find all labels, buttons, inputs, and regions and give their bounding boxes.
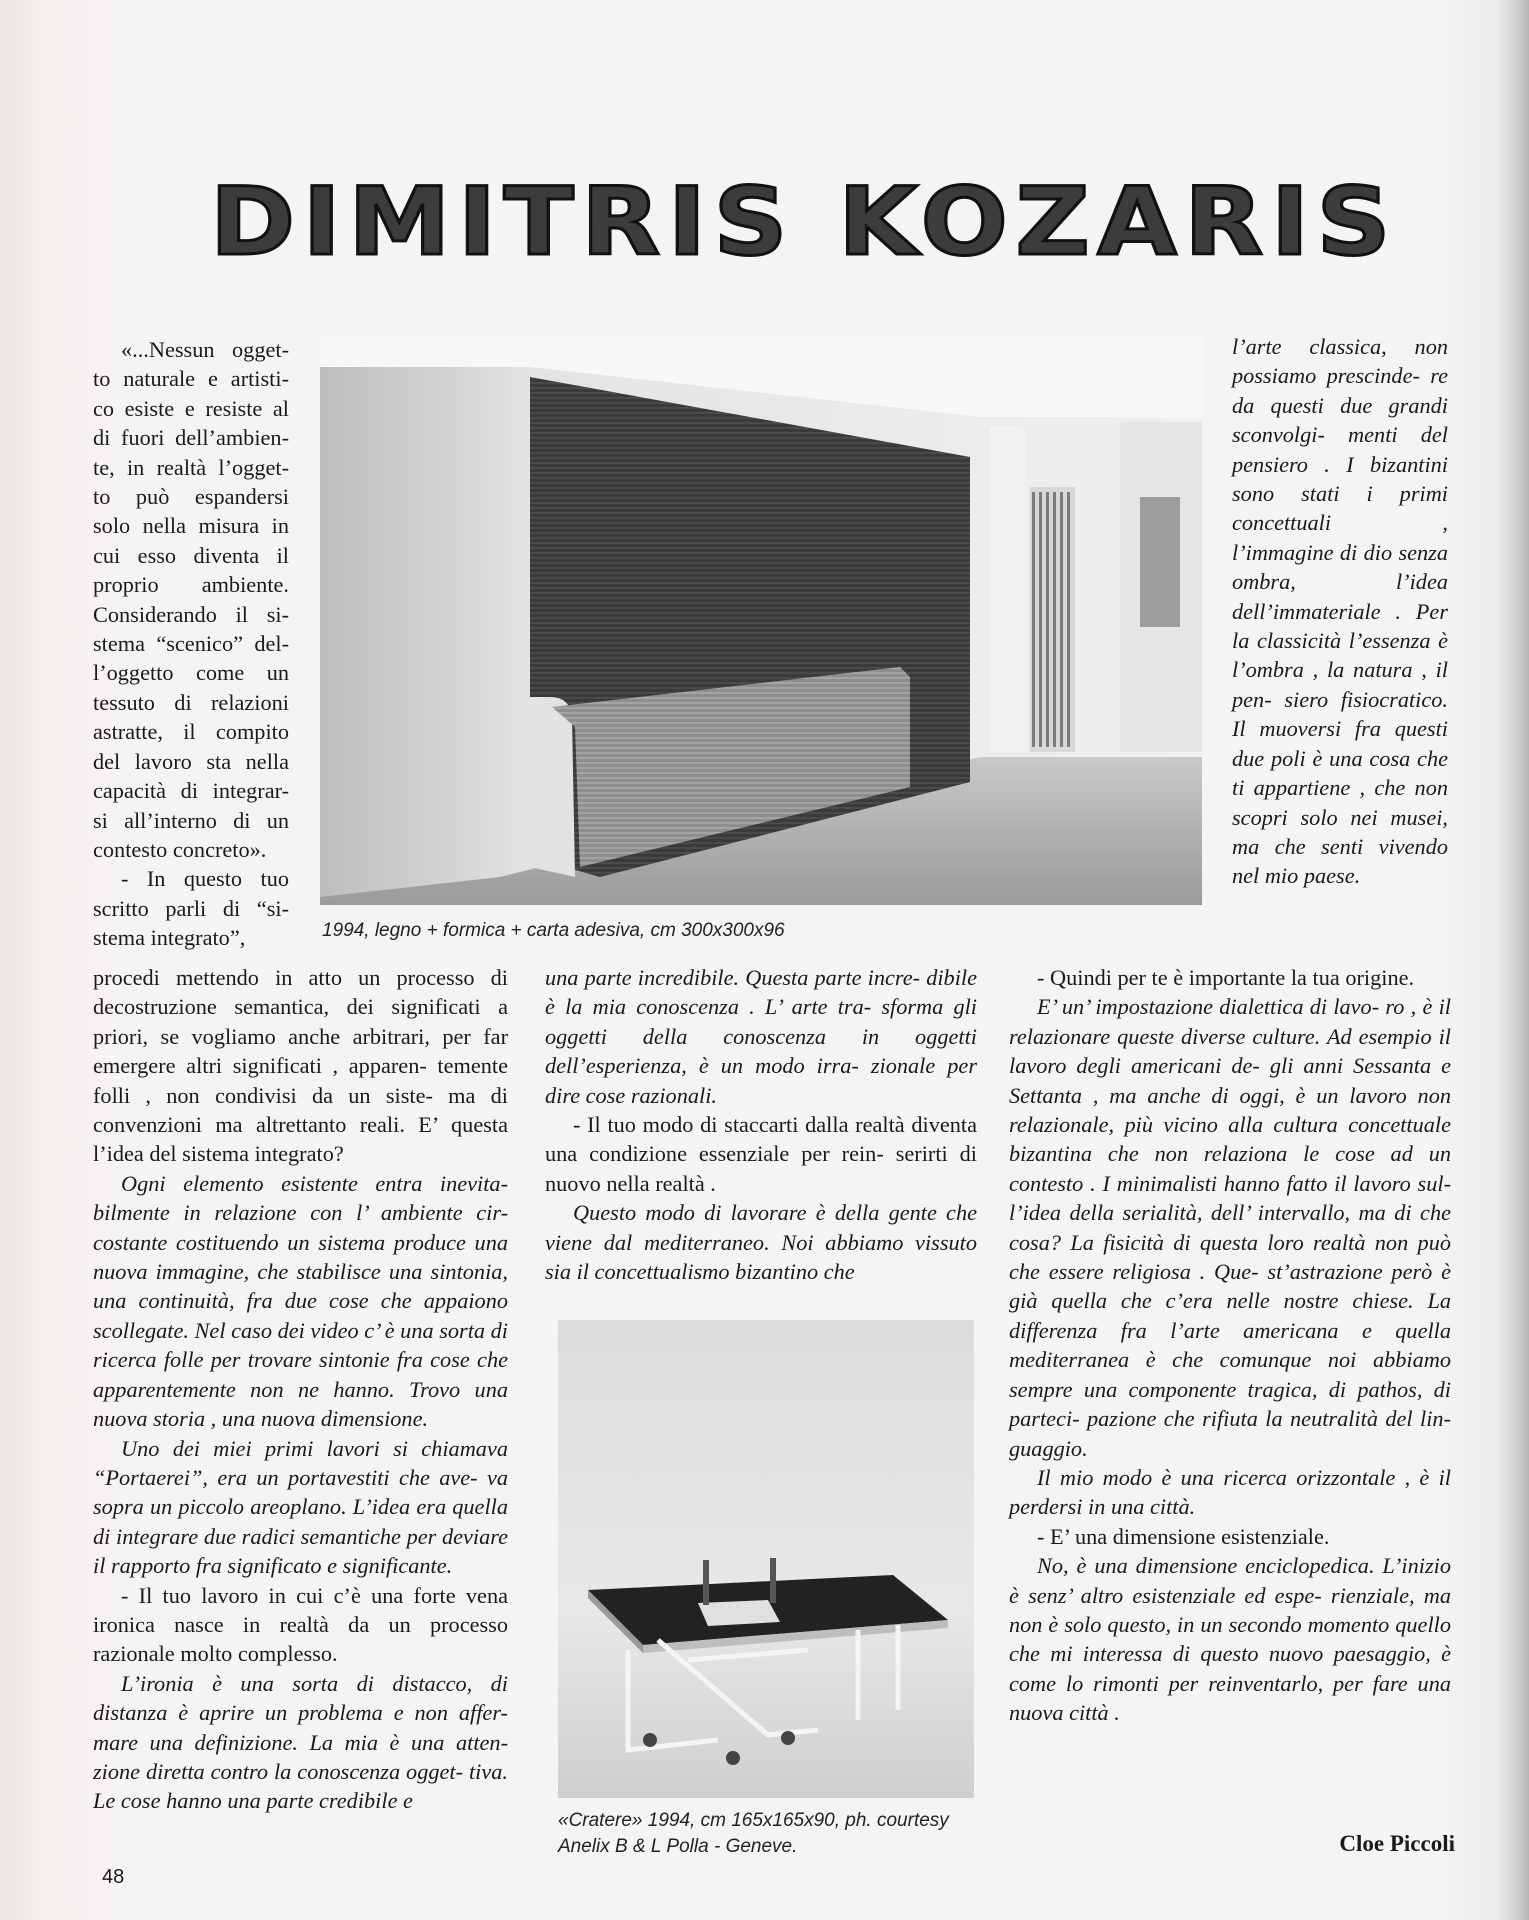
question-5: - E’ una dimensione esistenziale. [1037, 1523, 1330, 1549]
photo-1-caption: 1994, legno + formica + carta adesiva, cm 300x300x96 [322, 920, 785, 941]
page-number: 48 [102, 1866, 125, 1888]
column-2 [545, 963, 977, 1286]
author-credit: Cloe Piccoli [1339, 1831, 1455, 1856]
cratere-photo [558, 1320, 974, 1798]
answer-continuation: l’arte classica, non possiamo prescinde- re da questi due grandi sconvolgi- menti del pensiero . I bizantini sono stati i primi concettuali , l’immagine di dio senza ombra, l’idea dell’immateriale . Per la classicità l’essenza è l’ombra , la natura , il pen- siero fisiocratico. Il muoversi fra questi due poli è una cosa che ti appartiene , che non scopri solo nei musei, ma che senti vivendo nel mio paese. [1232, 334, 1448, 889]
column-1-top [93, 335, 289, 953]
answer-4: E’ un’ impostazione dialettica di lavo- ro , è il relazionare queste diverse culture. Ad esempio il lavoro degli americani de- gli anni Sessanta e Settanta , ma anche di oggi, è un lavoro non relazionale, più vicino alla cultura concettuale bizantina che non relaziona le cose ad un contesto . I minimalisti hanno fatto il lavoro sul- l’idea della serialità, dell’ intervallo, ma di che cosa? La fisicità di questa loro realtà non può che essere religiosa . Que- st’astrazione però è già quella che c’era nelle nostre chiese. La differenza fra l’arte americana e quella mediterranea è che comunque noi abbiamo sempre una componente tragica, di pathos, di parteci- pazione che rifiuta la neutralità del lin- guaggio. [1009, 994, 1451, 1461]
question-1-continuation: procedi mettendo in atto un processo di decostruzione semantica, dei significati a priori, se vogliamo anche arbitrari, per far emergere altri significati , apparen- temente folli , non condivisi da un siste- ma di convenzioni ma altrettanto reali. E’ questa l’idea del sistema integrato? [93, 965, 508, 1167]
answer-5: No, è una dimensione enciclopedica. L’inizio è senz’ altro esistenziale ed espe- rienziale, ma non è solo questo, in un secondo momento quello che mi interessa di questo nuovo paesaggio, è come lo rimonti per reinventarlo, per fare una nuova città . [1009, 1553, 1451, 1726]
question-4: - Quindi per te è importante la tua origine. [1037, 965, 1415, 990]
installation-photo-graphic [320, 337, 1202, 905]
column-1-bottom [93, 963, 508, 1816]
installation-photo [320, 337, 1202, 905]
photo-2-caption: «Cratere» 1994, cm 165x165x90, ph. courtesy Anelix B & L Polla - Geneve. [558, 1810, 949, 1857]
cratere-photo-graphic [558, 1320, 974, 1798]
answer-1b: Uno dei miei primi lavori si chiamava “Portaerei”, era un portavestiti che ave- va sopra un piccolo areoplano. L’idea era quella di integrare due radici semantiche per deviare il rapporto fra significato e significante. [93, 1435, 508, 1579]
answer-2: L’ironia è una sorta di distacco, di distanza è aprire un problema e non affer- mare una definizione. La mia è una atten- zione diretta contro la conoscenza ogget- tiva. Le cose hanno una parte credibile e [93, 1670, 508, 1814]
intro-quote: «...Nessun ogget- to naturale e artisti- co esiste e resiste al di fuori dell’ambien- te, in realtà l’ogget- to può espandersi solo nella misura in cui esso diventa il proprio ambiente. Considerando il si- stema “scenico” del- l’oggetto come un tessuto di relazioni astratte, il compito del lavoro sta nella capacità di integrar- si all’interno di un contesto concreto». [93, 337, 289, 862]
page-edge-shadow [1495, 0, 1529, 1920]
article-title: DIMITRIS KOZARIS [210, 168, 1399, 277]
question-3: - Il tuo modo di staccarti dalla realtà diventa una condizione essenziale per rein- serirti di nuovo nella realtà . [545, 1112, 977, 1196]
answer-4b: Il mio modo è una ricerca orizzontale , è il perdersi in una città. [1009, 1464, 1451, 1520]
question-1-start: - In questo tuo scritto parli di “si- stema integrato”, [93, 866, 289, 951]
answer-3: Questo modo di lavorare è della gente che viene dal mediterraneo. Noi abbiamo vissuto sia il concettualismo bizantino che [545, 1200, 977, 1285]
column-3-top [1232, 332, 1448, 891]
answer-1: Ogni elemento esistente entra inevita- bilmente in relazione con l’ ambiente cir- costante costituendo un sistema produce una nuova immagine, che stabilisce una sintonia, una continuità, fra due cose che appaiono scollegate. Nel caso dei video c’ è una sorta di ricerca folle per trovare sintonie fra cose che apparentemente non ne hanno. Trovo una nuova storia , una nuova dimensione. [93, 1170, 508, 1432]
answer-2-continuation: una parte incredibile. Questa parte incre- dibile è la mia conoscenza . L’ arte tra- sforma gli oggetti della conoscenza in oggetti dell’esperienza, è un modo irra- zionale per dire cose razionali. [545, 965, 977, 1108]
question-2: - Il tuo lavoro in cui c’è una forte vena ironica nasce in realtà da un processo razionale molto complesso. [93, 1582, 508, 1667]
column-3-bottom [1009, 963, 1451, 1728]
